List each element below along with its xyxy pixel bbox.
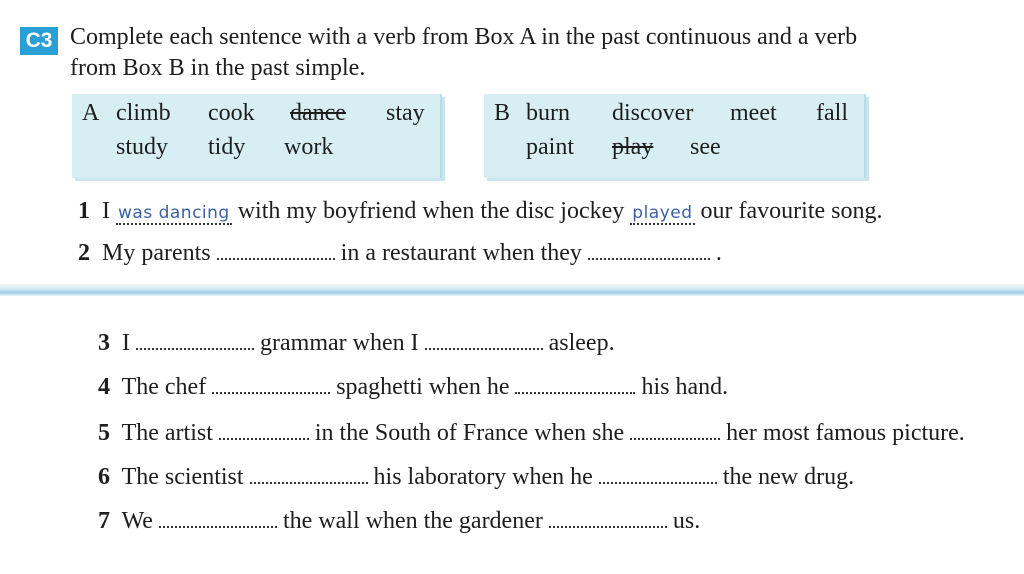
verb-box-b <box>484 94 866 178</box>
verb-box-a <box>72 94 442 178</box>
box-b-letter: B <box>494 100 511 126</box>
sentence-text: her most famous picture. <box>726 420 965 446</box>
box-a-word: work <box>284 134 334 160</box>
box-a-word: study <box>116 134 169 160</box>
box-a-word: cook <box>208 100 255 126</box>
sentence-4 <box>98 374 728 401</box>
sentence-text: our favourite song. <box>700 198 883 224</box>
page-divider <box>0 284 1024 296</box>
blank-field-7b[interactable] <box>549 508 667 528</box>
sentence-number: 3 <box>98 330 110 356</box>
blank-field-3b[interactable] <box>425 330 543 350</box>
answer-field-1b[interactable]: played <box>632 203 693 223</box>
sentence-text: the new drug. <box>722 464 855 490</box>
instruction-line-2: from Box B in the past simple. <box>70 55 366 81</box>
sentence-number: 5 <box>98 420 110 446</box>
sentence-text: The scientist <box>121 464 244 490</box>
sentence-text: I <box>102 198 110 224</box>
blank-field-6a[interactable] <box>250 464 368 484</box>
box-b-word: discover <box>612 100 694 126</box>
sentence-text: The chef <box>121 374 207 400</box>
box-b-word: see <box>690 134 721 160</box>
sentence-text: . <box>715 240 722 266</box>
sentence-text: The artist <box>121 420 213 446</box>
answer-field-1a[interactable]: was dancing <box>118 203 230 223</box>
box-b-word: fall <box>816 100 848 126</box>
instruction-line-1: Complete each sentence with a verb from Box A in the past continuous and a verb <box>70 24 858 50</box>
blank-field-2b[interactable] <box>588 240 710 260</box>
box-a-word: climb <box>116 100 171 126</box>
blank-field-5b[interactable] <box>630 420 720 440</box>
sentence-number: 4 <box>98 374 110 400</box>
sentence-6 <box>98 464 854 491</box>
blank-field-3a[interactable] <box>136 330 254 350</box>
sentence-text: in a restaurant when they <box>340 240 582 266</box>
sentence-5 <box>98 420 965 447</box>
sentence-number: 7 <box>98 508 110 534</box>
box-b-word-crossed: play <box>612 134 654 160</box>
box-b-word: meet <box>730 100 777 126</box>
box-a-word-crossed: dance <box>290 100 346 126</box>
sentence-3 <box>98 330 615 357</box>
blank-field-6b[interactable] <box>599 464 717 484</box>
sentence-text: I <box>122 330 130 356</box>
sentence-text: grammar when I <box>260 330 419 356</box>
blank-field-5a[interactable] <box>219 420 309 440</box>
sentence-text: We <box>121 508 153 534</box>
sentence-2 <box>78 240 722 267</box>
box-a-word: tidy <box>208 134 246 160</box>
blank-field-4a[interactable] <box>212 374 330 394</box>
sentence-number: 2 <box>78 240 90 266</box>
sentence-7 <box>98 508 700 535</box>
box-b-word: burn <box>526 100 570 126</box>
sentence-text: with my boyfriend when the disc jockey <box>237 198 625 224</box>
box-a-word: stay <box>386 100 425 126</box>
sentence-text: his laboratory when he <box>373 464 593 490</box>
blank-field-7a[interactable] <box>159 508 277 528</box>
sentence-text: asleep. <box>548 330 615 356</box>
sentence-text: the wall when the gardener <box>282 508 543 534</box>
sentence-text: in the South of France when she <box>314 420 625 446</box>
sentence-text: his hand. <box>641 374 729 400</box>
sentence-text: My parents <box>102 240 211 266</box>
exercise-instruction <box>70 22 970 84</box>
sentence-text: spaghetti when he <box>336 374 510 400</box>
exercise-tag: C3 <box>20 27 58 55</box>
blank-field-2a[interactable] <box>217 240 335 260</box>
box-b-word: paint <box>526 134 574 160</box>
sentence-text: us. <box>672 508 701 534</box>
sentence-1 <box>78 198 883 225</box>
sentence-number: 6 <box>98 464 110 490</box>
blank-field-4b[interactable] <box>515 374 635 394</box>
box-a-letter: A <box>82 100 100 126</box>
sentence-number: 1 <box>78 198 90 224</box>
